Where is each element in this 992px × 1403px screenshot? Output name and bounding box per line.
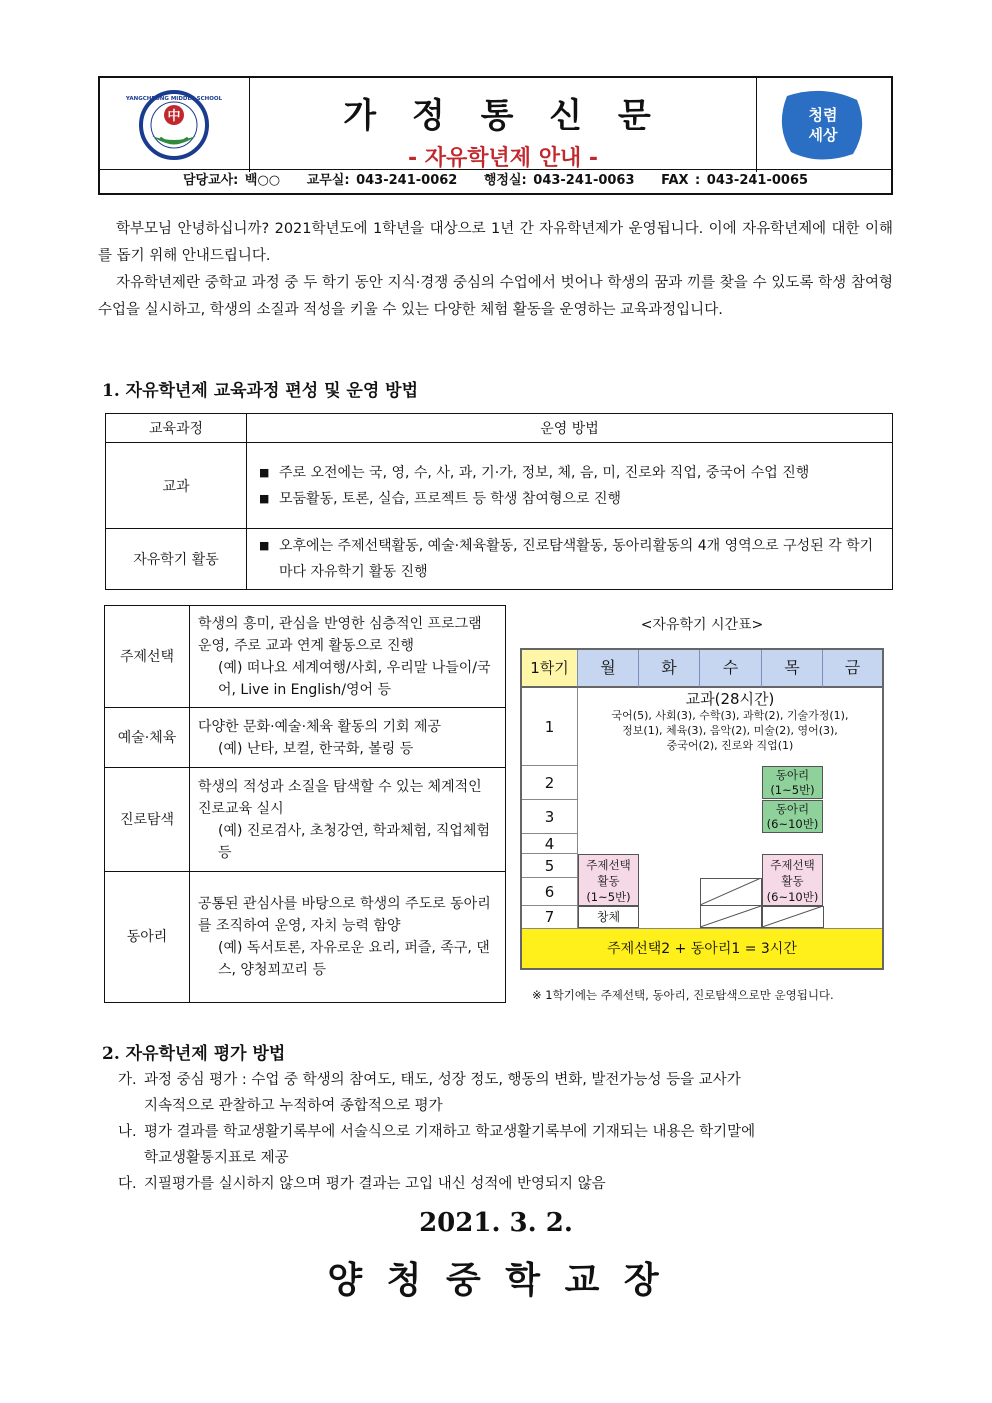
eval-mark-b: 나. xyxy=(118,1124,137,1140)
period-1: 1 xyxy=(522,688,578,766)
subjects-line-1: 국어(5), 사회(3), 수학(3), 과학(2), 기술가정(1), xyxy=(611,709,849,722)
club1-label: 동아리 xyxy=(775,768,810,782)
club2-label: 동아리 xyxy=(775,802,810,816)
activity-desc-topic: 학생의 흥미, 관심을 반영한 심층적인 프로그램 운영, 주로 교과 연계 활동으로 진행 xyxy=(198,615,482,654)
timetable-caption: <자유학기 시간표> xyxy=(640,617,764,633)
col-curriculum: 교육과정 xyxy=(106,414,247,443)
col-method: 운영 방법 xyxy=(247,414,893,443)
topic2-label: 주제선택 xyxy=(770,858,815,872)
empty-slot-thu xyxy=(762,906,824,928)
activity-name-topic: 주제선택 xyxy=(105,606,190,708)
period-7: 7 xyxy=(522,906,578,928)
topic1-classes: (1~5반) xyxy=(586,890,631,904)
page-subtitle: - 자유학년제 안내 - xyxy=(407,146,598,171)
logo-text: YANGCHEONG MIDDLE SCHOOL xyxy=(125,96,223,102)
activity-example-art: (예) 난타, 보컬, 한국화, 볼링 등 xyxy=(218,740,414,757)
contact-bar xyxy=(100,169,891,193)
eval-mark-c: 다. xyxy=(118,1176,137,1192)
day-thu: 목 xyxy=(762,650,823,688)
eval-a-line1: 과정 중심 평가 : 수업 중 학생의 참여도, 태도, 성장 정도, 행동의 변화, 발전가능성 등을 교사가 xyxy=(144,1072,741,1088)
eval-b-line1: 평가 결과를 학교생활기록부에 서술식으로 기재하고 학교생활기록부에 기재되는 내용은 학기말에 xyxy=(144,1124,756,1140)
semester-label: 1학기 xyxy=(522,650,578,688)
subjects-line-2: 정보(1), 체육(3), 음악(2), 미술(2), 영어(3), xyxy=(622,724,838,737)
curriculum-table xyxy=(105,413,893,590)
teacher-contact: 담당교사: 백○○ xyxy=(182,173,281,188)
eval-item-a xyxy=(118,1067,898,1119)
day-fri: 금 xyxy=(823,650,882,688)
principal-signature: 양 청 중 학 교 장 xyxy=(327,1259,665,1301)
timetable xyxy=(520,648,884,970)
subject-item-1: ■ 주로 오전에는 국, 영, 수, 사, 과, 기·가, 정보, 체, 음, 미, 진로와 직업, 중국어 수업 진행 xyxy=(255,460,884,486)
eval-item-c xyxy=(118,1171,898,1197)
letter-header xyxy=(98,76,893,195)
subject-item-2: ■ 모둠활동, 토론, 실습, 프로젝트 등 학생 참여형으로 진행 xyxy=(255,486,884,512)
period-6: 6 xyxy=(522,878,578,906)
fax-number: FAX : 043-241-0065 xyxy=(661,173,809,188)
day-wed: 수 xyxy=(700,650,762,688)
intro-paragraph-1: 학부모님 안녕하십니까? 2021학년도에 1학년을 대상으로 1년 간 자유학년제가 운영됩니다. 이에 자유학년제에 대한 이해를 돕기 위해 안내드립니다. xyxy=(98,221,893,264)
logo-char: 中 xyxy=(167,109,181,124)
eval-mark-a: 가. xyxy=(118,1072,137,1088)
subjects-line-3: 중국어(2), 진로와 직업(1) xyxy=(666,739,794,752)
section1-heading: 1. 자유학년제 교육과정 편성 및 운영 방법 xyxy=(102,381,419,401)
activities-table xyxy=(104,605,506,1003)
activity-example-career: (예) 진로검사, 초청강연, 학과체험, 직업체험 등 xyxy=(218,822,490,861)
club-1-5-cell xyxy=(762,766,823,799)
changche-cell: 창체 xyxy=(578,906,639,928)
free-activity-item-1: ■ 오후에는 주제선택활동, 예술·체육활동, 진로탐색활동, 동아리활동의 4개 영역으로 구성된 각 학기마다 자유학기 활동 진행 xyxy=(255,533,884,585)
logo-right-line1: 청렴 xyxy=(808,106,838,124)
logo-right-line2: 세상 xyxy=(808,126,838,144)
timetable-footnote: ※ 1학기에는 주제선택, 동아리, 진로탐색으로만 운영됩니다. xyxy=(532,988,834,1002)
topic-thu-cell xyxy=(762,854,823,906)
timetable-summary: 주제선택2 + 동아리1 = 3시간 xyxy=(522,928,882,968)
office-phone: 교무실: 043-241-0062 xyxy=(306,173,458,188)
letter-date: 2021. 3. 2. xyxy=(419,1208,573,1238)
page-title: 가 정 통 신 문 xyxy=(343,96,663,136)
day-tue: 화 xyxy=(639,650,700,688)
school-logo xyxy=(100,78,250,172)
activity-name-career: 진로탐색 xyxy=(105,768,190,872)
activity-example-club: (예) 독서토론, 자유로운 요리, 퍼즐, 족구, 댄스, 양청꾀꼬리 등 xyxy=(218,940,490,978)
row-free-activity-name: 자유학기 활동 xyxy=(106,529,247,590)
activity-name-club: 동아리 xyxy=(105,872,190,1003)
intro-paragraph-2: 자유학년제란 중학교 과정 중 두 학기 동안 지식·경쟁 중심의 수업에서 벗어나 학생의 꿈과 끼를 찾을 수 있도록 학생 참여형 수업을 실시하고, 학생의 소질과 적성을 키울 수 있는 다양한 체험 활동을 운영하는 교육과정입니다. xyxy=(98,275,893,318)
period-4: 4 xyxy=(522,834,578,854)
topic1-activity: 활동 xyxy=(597,874,620,888)
integrity-logo xyxy=(756,78,891,172)
subjects-title: 교과(28시간) xyxy=(685,690,775,708)
evaluation-list xyxy=(118,1067,898,1197)
topic1-label: 주제선택 xyxy=(586,858,631,872)
topic2-classes: (6~10반) xyxy=(766,890,819,904)
activity-desc-career: 학생의 적성과 소질을 탐색할 수 있는 체계적인 진로교육 실시 xyxy=(198,778,482,817)
activity-name-art: 예술·체육 xyxy=(105,708,190,768)
eval-c-line1: 지필평가를 실시하지 않으며 평가 결과는 고입 내신 성적에 반영되지 않음 xyxy=(144,1176,606,1192)
activity-example-topic: (예) 떠나요 세계여행/사회, 우리말 나들이/국어, Live in English/영어 등 xyxy=(218,659,491,698)
activity-desc-club: 공통된 관심사를 바탕으로 학생의 주도로 동아리를 조직하여 운영, 자치 능력 함양 xyxy=(198,896,491,934)
club2-classes: (6~10반) xyxy=(766,817,819,831)
club1-classes: (1~5반) xyxy=(770,783,815,797)
day-mon: 월 xyxy=(578,650,639,688)
row-subject-name: 교과 xyxy=(106,443,247,529)
empty-slots-wed xyxy=(700,878,762,928)
period-3: 3 xyxy=(522,800,578,834)
club-6-10-cell xyxy=(762,800,823,833)
section2-heading: 2. 자유학년제 평가 방법 xyxy=(102,1044,286,1064)
admin-phone: 행정실: 043-241-0063 xyxy=(483,173,635,188)
eval-a-line2: 지속적으로 관찰하고 누적하여 종합적으로 평가 xyxy=(144,1098,443,1114)
period-2: 2 xyxy=(522,766,578,800)
topic2-activity: 활동 xyxy=(781,874,804,888)
eval-b-line2: 학교생활통지표로 제공 xyxy=(144,1150,289,1166)
activity-desc-art: 다양한 문화·예술·체육 활동의 기회 제공 xyxy=(198,718,442,735)
subjects-block xyxy=(578,688,882,766)
topic-mon-cell xyxy=(578,854,639,906)
period-5: 5 xyxy=(522,854,578,878)
eval-item-b xyxy=(118,1119,898,1171)
